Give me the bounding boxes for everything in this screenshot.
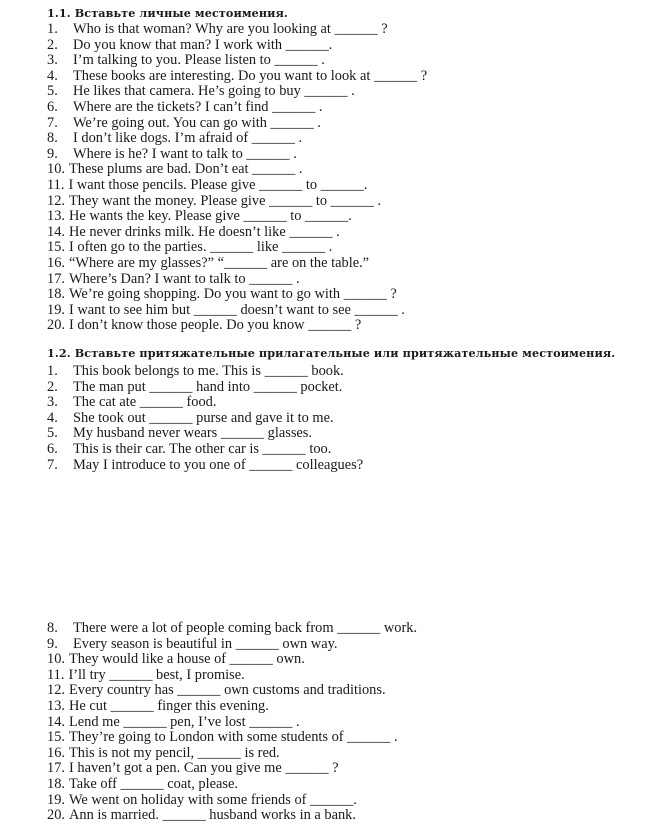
exercise-item <box>47 621 417 637</box>
exercise-number: 4. <box>47 409 58 426</box>
exercise-sentence: Lend me ______ pen, I’ve lost ______ . <box>69 713 300 730</box>
exercise-item <box>47 426 363 442</box>
exercise-number: 8. <box>47 130 58 147</box>
exercise-item <box>47 395 363 411</box>
exercise-sentence: The man put ______ hand into ______ pocket. <box>73 378 343 395</box>
exercise-number: 5. <box>47 83 58 100</box>
exercise-item <box>47 194 427 210</box>
exercise-sentence: My husband never wears ______ glasses. <box>73 425 312 442</box>
exercise-number: 10. <box>47 651 65 668</box>
exercise-number: 6. <box>47 440 58 457</box>
exercise-sentence: There were a lot of people coming back from ______ work. <box>73 620 418 636</box>
exercise-item <box>47 699 417 715</box>
section-2-exercise-list-continued <box>47 621 417 824</box>
exercise-item <box>47 715 417 731</box>
exercise-number: 7. <box>47 114 58 131</box>
exercise-sentence: Where is he? I want to talk to ______ . <box>73 145 297 162</box>
exercise-sentence: I’ll try ______ best, I promise. <box>68 666 245 683</box>
exercise-number: 13. <box>47 208 65 225</box>
exercise-sentence: I want those pencils. Please give ______ to ______. <box>68 176 368 193</box>
exercise-number: 15. <box>47 239 65 256</box>
exercise-item <box>47 225 427 241</box>
exercise-item <box>47 364 363 380</box>
exercise-number: 11. <box>47 176 65 193</box>
exercise-sentence: This is not my pencil, ______ is red. <box>69 744 280 761</box>
exercise-number: 16. <box>47 744 65 761</box>
exercise-item <box>47 683 417 699</box>
exercise-item <box>47 761 417 777</box>
section-2-heading: 1.2. Вставьте притяжательные прилагательные или притяжательные местоимения. <box>47 346 616 360</box>
exercise-item <box>47 668 417 684</box>
section-1-heading: 1.1. Вставьте личные местоимения. <box>47 6 288 20</box>
exercise-number: 1. <box>47 363 58 379</box>
exercise-item <box>47 746 417 762</box>
exercise-number: 4. <box>47 67 58 84</box>
exercise-item <box>47 162 427 178</box>
exercise-sentence: I’m talking to you. Please listen to ______ . <box>73 52 325 69</box>
section-2-exercise-list <box>47 364 363 473</box>
exercise-item <box>47 318 427 334</box>
exercise-item <box>47 287 427 303</box>
exercise-sentence: She took out ______ purse and gave it to me. <box>73 409 334 426</box>
exercise-item <box>47 116 427 132</box>
exercise-item <box>47 38 427 54</box>
exercise-item <box>47 730 417 746</box>
exercise-item <box>47 808 417 824</box>
exercise-item <box>47 131 427 147</box>
exercise-number: 5. <box>47 425 58 442</box>
exercise-item <box>47 209 427 225</box>
exercise-sentence: He never drinks milk. He doesn’t like ______ . <box>69 223 340 240</box>
exercise-number: 10. <box>47 161 65 178</box>
exercise-sentence: Every country has ______ own customs and traditions. <box>69 682 386 699</box>
exercise-item <box>47 442 363 458</box>
exercise-number: 3. <box>47 394 58 411</box>
exercise-sentence: I don’t know those people. Do you know ______ ? <box>69 317 362 334</box>
exercise-item <box>47 380 363 396</box>
exercise-number: 13. <box>47 697 65 714</box>
exercise-item <box>47 303 427 319</box>
exercise-sentence: They would like a house of ______ own. <box>69 651 305 668</box>
exercise-number: 17. <box>47 270 65 287</box>
exercise-sentence: I often go to the parties. ______ like ______ . <box>69 239 333 256</box>
exercise-number: 19. <box>47 301 65 318</box>
exercise-number: 2. <box>47 378 58 395</box>
exercise-number: 6. <box>47 98 58 115</box>
exercise-number: 9. <box>47 635 58 652</box>
exercise-item <box>47 22 427 38</box>
exercise-sentence: These books are interesting. Do you want to look at ______ ? <box>73 67 428 84</box>
exercise-sentence: Where are the tickets? I can’t find ______ . <box>73 98 323 115</box>
exercise-sentence: He cut ______ finger this evening. <box>69 697 269 714</box>
exercise-item <box>47 69 427 85</box>
exercise-sentence: I haven’t got a pen. Can you give me ______ ? <box>69 760 339 777</box>
exercise-sentence: Where’s Dan? I want to talk to ______ . <box>69 270 300 287</box>
exercise-sentence: “Where are my glasses?” “______ are on the table.” <box>69 254 370 271</box>
exercise-item <box>47 240 427 256</box>
exercise-item <box>47 458 363 474</box>
exercise-number: 20. <box>47 807 65 824</box>
exercise-number: 20. <box>47 317 65 334</box>
exercise-item <box>47 178 427 194</box>
exercise-number: 8. <box>47 620 58 636</box>
exercise-number: 1. <box>47 21 58 37</box>
exercise-number: 16. <box>47 254 65 271</box>
section-1-exercise-list <box>47 22 427 334</box>
exercise-item <box>47 411 363 427</box>
exercise-sentence: They want the money. Please give ______ to ______ . <box>69 192 382 209</box>
exercise-number: 7. <box>47 456 58 473</box>
exercise-sentence: He wants the key. Please give ______ to ______. <box>69 208 352 225</box>
exercise-number: 3. <box>47 52 58 69</box>
exercise-item <box>47 652 417 668</box>
exercise-item <box>47 256 427 272</box>
exercise-number: 14. <box>47 713 65 730</box>
exercise-number: 12. <box>47 192 65 209</box>
exercise-number: 18. <box>47 775 65 792</box>
exercise-sentence: Take off ______ coat, please. <box>69 775 238 792</box>
exercise-item <box>47 793 417 809</box>
exercise-item <box>47 637 417 653</box>
exercise-number: 17. <box>47 760 65 777</box>
exercise-number: 18. <box>47 286 65 303</box>
exercise-number: 14. <box>47 223 65 240</box>
exercise-sentence: We went on holiday with some friends of ______. <box>69 791 357 808</box>
exercise-number: 11. <box>47 666 65 683</box>
exercise-item <box>47 53 427 69</box>
exercise-number: 15. <box>47 729 65 746</box>
exercise-sentence: He likes that camera. He’s going to buy ______ . <box>73 83 355 100</box>
exercise-item <box>47 84 427 100</box>
exercise-sentence: These plums are bad. Don’t eat ______ . <box>69 161 303 178</box>
exercise-sentence: Who is that woman? Why are you looking at ______ ? <box>73 21 388 37</box>
exercise-sentence: They’re going to London with some students of ______ . <box>69 729 398 746</box>
exercise-sentence: Ann is married. ______ husband works in a bank. <box>69 807 356 824</box>
exercise-sentence: The cat ate ______ food. <box>73 394 217 411</box>
exercise-sentence: We’re going shopping. Do you want to go with ______ ? <box>69 286 397 303</box>
exercise-sentence: I don’t like dogs. I’m afraid of ______ . <box>73 130 303 147</box>
exercise-number: 12. <box>47 682 65 699</box>
exercise-item <box>47 272 427 288</box>
exercise-item <box>47 147 427 163</box>
exercise-number: 19. <box>47 791 65 808</box>
exercise-number: 2. <box>47 36 58 53</box>
exercise-item <box>47 777 417 793</box>
exercise-sentence: May I introduce to you one of ______ colleagues? <box>73 456 364 473</box>
exercise-sentence: This is their car. The other car is ______ too. <box>73 440 332 457</box>
exercise-sentence: We’re going out. You can go with ______ . <box>73 114 321 131</box>
exercise-sentence: Do you know that man? I work with ______. <box>73 36 333 53</box>
exercise-item <box>47 100 427 116</box>
exercise-sentence: This book belongs to me. This is ______ book. <box>73 363 344 379</box>
exercise-sentence: Every season is beautiful in ______ own way. <box>73 635 338 652</box>
exercise-number: 9. <box>47 145 58 162</box>
exercise-sentence: I want to see him but ______ doesn’t want to see ______ . <box>69 301 405 318</box>
